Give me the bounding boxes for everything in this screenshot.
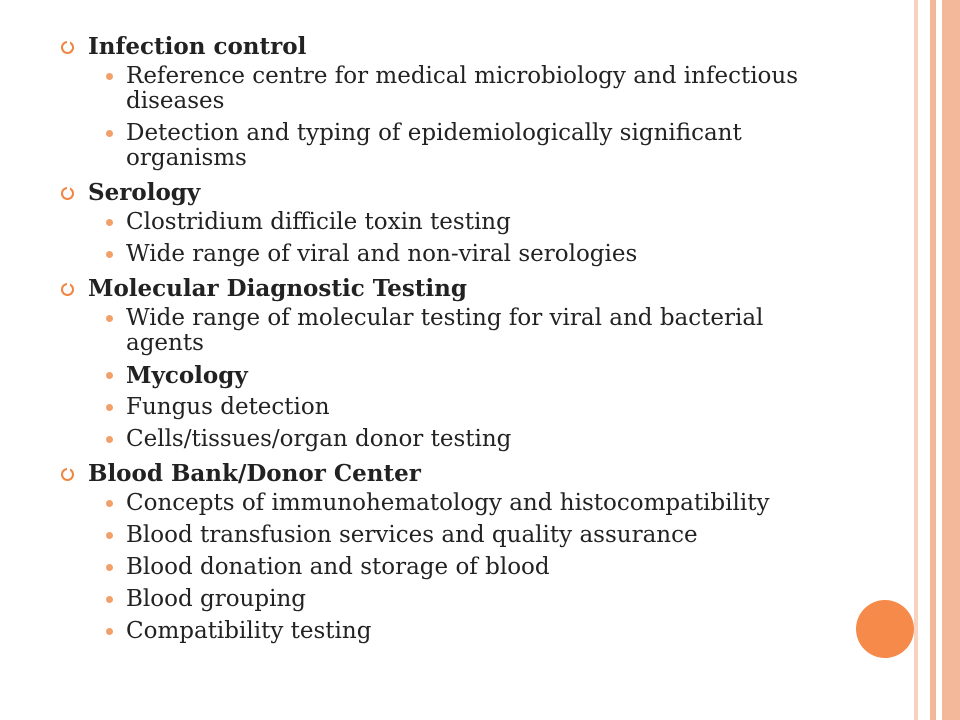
list-item <box>126 523 840 548</box>
stripe <box>942 0 960 720</box>
dot-bullet-icon <box>106 500 113 507</box>
stripe <box>918 0 930 720</box>
list-item-text: Detection and typing of epidemiologically significant organisms <box>126 120 742 171</box>
open-circle-bullet-icon <box>61 187 74 200</box>
list-item-text: Compatibility testing <box>126 618 372 644</box>
list-item <box>126 587 840 612</box>
section-heading-text: Molecular Diagnostic Testing <box>88 275 467 302</box>
list-item-text: Mycology <box>126 362 248 389</box>
decorative-circle <box>856 600 914 658</box>
section-heading-text: Infection control <box>88 33 307 60</box>
list-item-text: Concepts of immunohematology and histocompatibility <box>126 490 770 516</box>
section-heading-text: Serology <box>88 179 201 206</box>
section-serology <box>60 178 840 267</box>
open-circle-bullet-icon <box>61 283 74 296</box>
list-item <box>126 619 840 644</box>
sub-list <box>60 210 840 267</box>
list-item <box>126 363 840 388</box>
list-item-text: Wide range of viral and non-viral serologies <box>126 241 638 267</box>
dot-bullet-icon <box>106 251 113 258</box>
sub-list <box>60 64 840 171</box>
section-heading-text: Blood Bank/Donor Center <box>88 460 421 487</box>
list-item-text: Reference centre for medical microbiology and infectious diseases <box>126 63 799 114</box>
list-item-text: Blood donation and storage of blood <box>126 554 550 580</box>
list-item <box>126 555 840 580</box>
dot-bullet-icon <box>106 219 113 226</box>
list-item-text: Cells/tissues/organ donor testing <box>126 426 512 452</box>
section-molecular <box>60 274 840 452</box>
list-item-text: Clostridium difficile toxin testing <box>126 209 511 235</box>
section-heading <box>60 178 840 208</box>
list-item-text: Wide range of molecular testing for viral and bacterial agents <box>126 305 764 356</box>
section-blood-bank <box>60 459 840 644</box>
list-item-text: Blood grouping <box>126 586 306 612</box>
dot-bullet-icon <box>106 436 113 443</box>
dot-bullet-icon <box>106 372 113 379</box>
list-item <box>126 210 840 235</box>
list-item-text: Fungus detection <box>126 394 330 420</box>
dot-bullet-icon <box>106 315 113 322</box>
list-item <box>126 491 840 516</box>
dot-bullet-icon <box>106 628 113 635</box>
list-item <box>126 121 840 171</box>
section-heading <box>60 459 840 489</box>
list-item <box>126 242 840 267</box>
dot-bullet-icon <box>106 532 113 539</box>
dot-bullet-icon <box>106 404 113 411</box>
sub-list <box>60 491 840 644</box>
list-item <box>126 306 840 356</box>
sub-list <box>60 306 840 452</box>
dot-bullet-icon <box>106 130 113 137</box>
list-item <box>126 395 840 420</box>
dot-bullet-icon <box>106 596 113 603</box>
decorative-stripes <box>914 0 960 720</box>
section-heading <box>60 274 840 304</box>
slide-content <box>60 32 840 651</box>
list-item <box>126 427 840 452</box>
section-heading <box>60 32 840 62</box>
section-infection-control <box>60 32 840 171</box>
open-circle-bullet-icon <box>61 41 74 54</box>
list-item-text: Blood transfusion services and quality assurance <box>126 522 698 548</box>
open-circle-bullet-icon <box>61 468 74 481</box>
list-item <box>126 64 840 114</box>
dot-bullet-icon <box>106 564 113 571</box>
dot-bullet-icon <box>106 73 113 80</box>
